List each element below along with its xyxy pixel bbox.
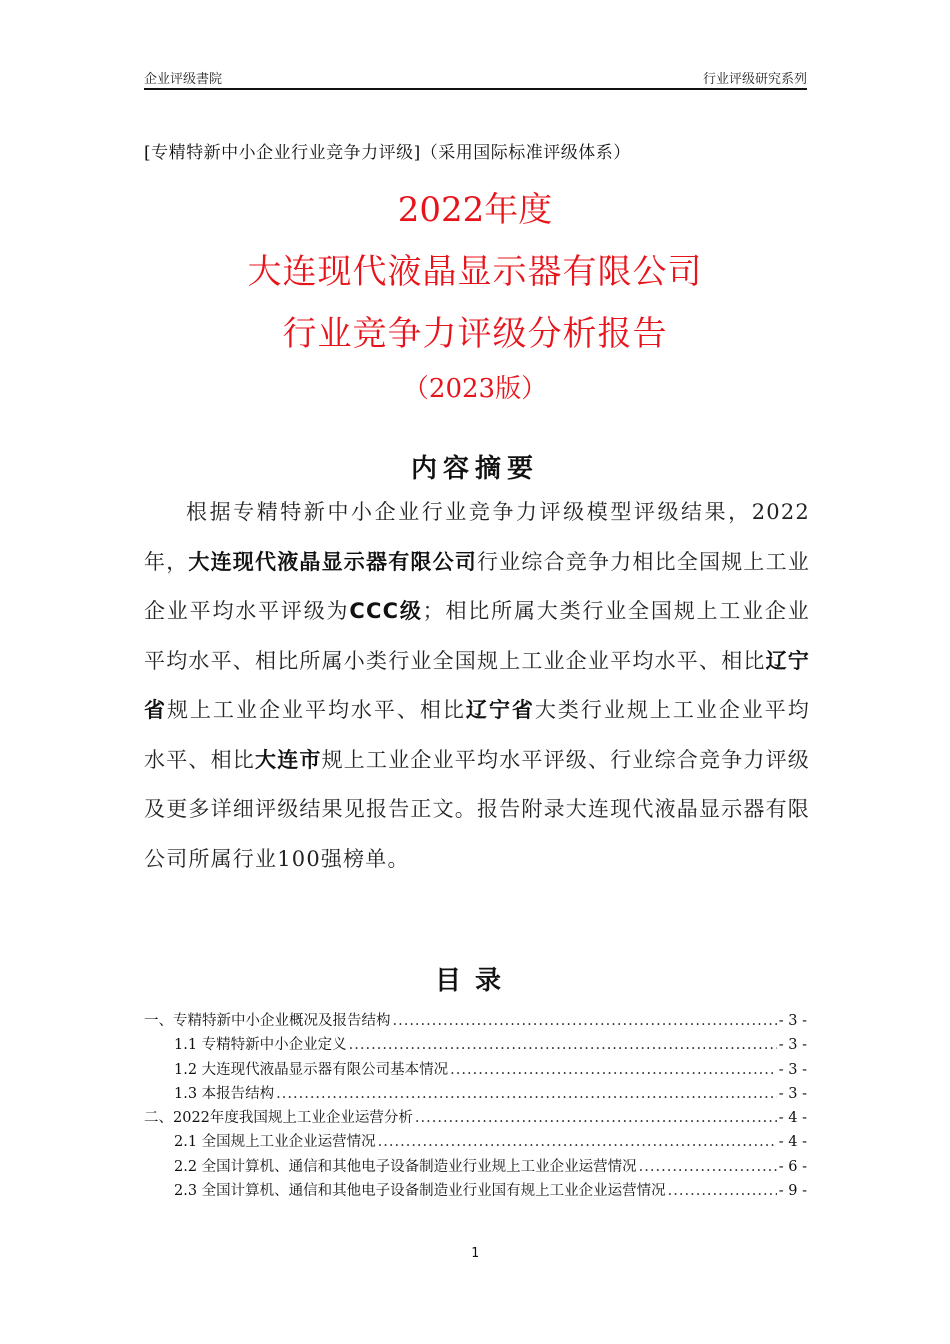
toc-leader-dots <box>349 1037 777 1053</box>
toc-entry[interactable] <box>144 1130 807 1154</box>
abstract-text: ；相比所属大类行业全国规上工业企业平均水平、相比所属小类行业全国规上工业企业平均水平、相比 <box>144 599 810 673</box>
abstract-text: 根据专精特新中小企业行业竞争力评级模型评级结果，2022年， <box>144 500 810 574</box>
toc-entry-label: 1.2 大连现代液晶显示器有限公司基本情况 <box>174 1061 449 1078</box>
abstract-company-name: 大连现代液晶显示器有限公司 <box>188 549 478 574</box>
toc-entry-label: 1.1 专精特新中小企业定义 <box>174 1037 347 1054</box>
toc-entry-page: - 3 - <box>778 1085 807 1102</box>
table-of-contents <box>144 1009 807 1203</box>
toc-leader-dots <box>668 1183 777 1199</box>
toc-entry[interactable] <box>144 1179 807 1203</box>
toc-entry-page: - 3 - <box>778 1013 807 1029</box>
title-edition: （2023版） <box>402 374 548 404</box>
toc-entry-page: - 9 - <box>778 1183 807 1200</box>
toc-entry-label: 1.3 本报告结构 <box>174 1085 275 1102</box>
toc-entry-page: - 4 - <box>778 1134 807 1151</box>
title-company: 大连现代液晶显示器有限公司 <box>247 252 703 292</box>
abstract-heading: 内容摘要 <box>410 454 539 484</box>
toc-entry[interactable] <box>144 1155 807 1179</box>
toc-entry-label: 一、专精特新中小企业概况及报告结构 <box>144 1013 391 1029</box>
toc-entry-page: - 3 - <box>778 1061 807 1078</box>
page-header <box>144 68 807 88</box>
abstract-text: 大类行业规上工业企业平均水平、相比 <box>144 698 811 772</box>
rating-system-tagline: [专精特新中小企业行业竞争力评级]（采用国际标准评级体系） <box>144 143 631 163</box>
abstract-text: 规上工业企业平均水平评级、行业综合竞争力评级及更多详细评级结果见报告正文。报告附录大连现代液晶显示器有限公司所属行业100强榜单。 <box>144 747 811 871</box>
toc-entry[interactable] <box>144 1058 807 1082</box>
abstract-paragraph <box>144 488 810 884</box>
toc-leader-dots <box>276 1086 777 1102</box>
toc-entry-page: - 3 - <box>778 1037 807 1054</box>
toc-entry[interactable] <box>144 1033 807 1057</box>
toc-heading: 目录 <box>434 966 515 996</box>
toc-leader-dots <box>639 1159 777 1175</box>
title-year: 2022年度 <box>397 190 553 230</box>
toc-leader-dots <box>415 1110 777 1126</box>
toc-entry-page: - 4 - <box>778 1110 807 1127</box>
abstract-province: 辽宁省 <box>144 648 811 722</box>
toc-leader-dots <box>450 1062 777 1078</box>
toc-entry-label: 2.3 全国计算机、通信和其他电子设备制造业行业国有规上工业企业运营情况 <box>174 1183 666 1200</box>
toc-entry-label: 2.1 全国规上工业企业运营情况 <box>174 1134 376 1151</box>
header-series: 行业评级研究系列 <box>702 72 807 87</box>
title-report: 行业竞争力评级分析报告 <box>282 314 668 354</box>
toc-entry-label: 二、2022年度我国规上工业企业运营分析 <box>144 1110 413 1127</box>
toc-entry[interactable] <box>144 1082 807 1106</box>
abstract-text: 规上工业企业平均水平、相比 <box>167 698 466 722</box>
abstract-province: 辽宁省 <box>465 698 535 722</box>
abstract-city: 大连市 <box>255 747 322 772</box>
header-publisher: 企业评级書院 <box>144 72 223 87</box>
toc-entry-label: 2.2 全国计算机、通信和其他电子设备制造业行业规上工业企业运营情况 <box>174 1158 637 1175</box>
toc-entry-page: - 6 - <box>778 1158 807 1175</box>
header-divider <box>144 88 807 90</box>
page-number: 1 <box>471 1246 479 1261</box>
abstract-rating: CCC级 <box>349 599 423 623</box>
toc-entry[interactable] <box>144 1106 807 1130</box>
toc-entry[interactable] <box>144 1009 807 1033</box>
abstract-text: 行业综合竞争力相比全国规上工业企业平均水平评级为 <box>144 549 811 623</box>
toc-leader-dots <box>393 1013 777 1029</box>
toc-leader-dots <box>378 1134 777 1150</box>
